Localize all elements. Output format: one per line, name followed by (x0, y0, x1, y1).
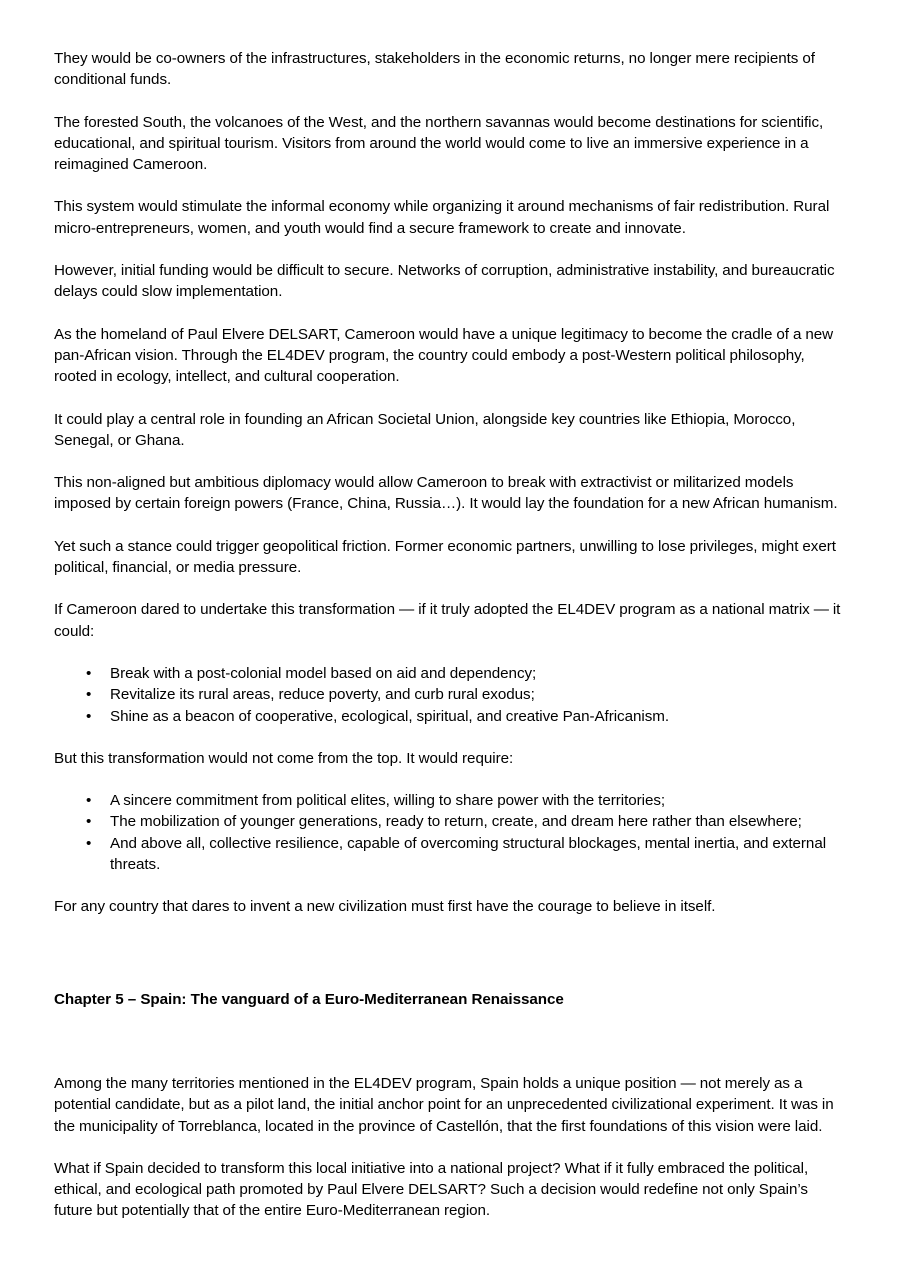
bullet-icon: • (86, 707, 92, 725)
paragraph-not-from-top: But this transformation would not come from the top. It would require: (54, 749, 514, 767)
heading-spacer-below (54, 1010, 849, 1073)
chapter-heading: Chapter 5 – Spain: The vanguard of a Euro-Mediterranean Renaissance (54, 990, 564, 1008)
list-item-label: Break with a post-colonial model based on aid and dependency; (110, 664, 537, 682)
paragraph-homeland-delsart: As the homeland of Paul Elvere DELSART, Cameroon would have a unique legitimacy to become the cradle of a new pan-African vision. Through the EL4DEV program, the country could embody a post-Western political philosophy, rooted in ecology, intellect, and cultural cooperation. (54, 325, 834, 386)
bullet-list-require (54, 790, 849, 875)
paragraph-co-owners: They would be co-owners of the infrastructures, stakeholders in the economic returns, no longer mere recipients of conditional funds. (54, 50, 815, 89)
list-item-label: A sincere commitment from political elites, willing to share power with the territories; (110, 792, 666, 810)
paragraph-informal-economy: This system would stimulate the informal economy while organizing it around mechanisms of fair redistribution. Rural micro-entrepreneurs, women, and youth would find a secure framework to create and innovate. (54, 198, 830, 237)
list-item-label: And above all, collective resilience, capable of overcoming structural blockages, mental inertia, and external threats. (110, 834, 827, 874)
list-item (54, 663, 849, 684)
document-body (54, 48, 849, 1222)
paragraph-transformation-intro: If Cameroon dared to undertake this transformation — if it truly adopted the EL4DEV program as a national matrix — it could: (54, 601, 841, 640)
bullet-icon: • (86, 686, 92, 704)
list-item (54, 790, 849, 811)
paragraph-non-aligned-diplomacy: This non-aligned but ambitious diplomacy would allow Cameroon to break with extractivist or militarized models imposed by certain foreign powers (France, China, Russia…). It would lay the foundation for a new African humanism. (54, 474, 838, 513)
paragraph-forested-south: The forested South, the volcanoes of the West, and the northern savannas would become destinations for scientific, educational, and spiritual tourism. Visitors from around the world would come to live an immersive experience in a reimagined Cameroon. (54, 113, 824, 174)
list-item-label: Shine as a beacon of cooperative, ecological, spiritual, and creative Pan-Africanism. (110, 707, 670, 725)
paragraph-geopolitical-friction: Yet such a stance could trigger geopolitical friction. Former economic partners, unwilling to lose privileges, might exert political, financial, or media pressure. (54, 537, 836, 577)
list-item (54, 811, 849, 832)
list-item (54, 706, 849, 727)
list-item-label: Revitalize its rural areas, reduce poverty, and curb rural exodus; (110, 686, 535, 704)
bullet-icon: • (86, 813, 92, 831)
paragraph-initial-funding: However, initial funding would be difficult to secure. Networks of corruption, administrative instability, and bureaucratic delays could slow implementation. (54, 262, 835, 301)
list-item (54, 833, 849, 876)
bullet-list-could (54, 663, 849, 727)
paragraph-courage-to-believe: For any country that dares to invent a new civilization must first have the courage to believe in itself. (54, 898, 716, 916)
paragraph-spain-unique-position: Among the many territories mentioned in the EL4DEV program, Spain holds a unique position — not merely as a potential candidate, but as a pilot land, the initial anchor point for an unprecedented civilizational experiment. It was in the municipality of Torreblanca, located in the province of Castellón, that the first foundations of this vision were laid. (54, 1074, 834, 1135)
list-item (54, 684, 849, 705)
bullet-icon: • (86, 834, 92, 852)
paragraph-what-if-spain: What if Spain decided to transform this local initiative into a national project? What if it fully embraced the political, ethical, and ecological path promoted by Paul Elvere DELSART? Such a decision would redefine not only Spain’s future but potentially that of the entire Euro-Mediterranean region. (54, 1159, 809, 1220)
list-item-label: The mobilization of younger generations, ready to return, create, and dream here rather than elsewhere; (110, 813, 802, 831)
heading-spacer-above (54, 939, 849, 989)
bullet-icon: • (86, 792, 92, 810)
paragraph-african-societal-union: It could play a central role in founding an African Societal Union, alongside key countries like Ethiopia, Morocco, Senegal, or Ghana. (54, 410, 796, 449)
bullet-icon: • (86, 664, 92, 682)
